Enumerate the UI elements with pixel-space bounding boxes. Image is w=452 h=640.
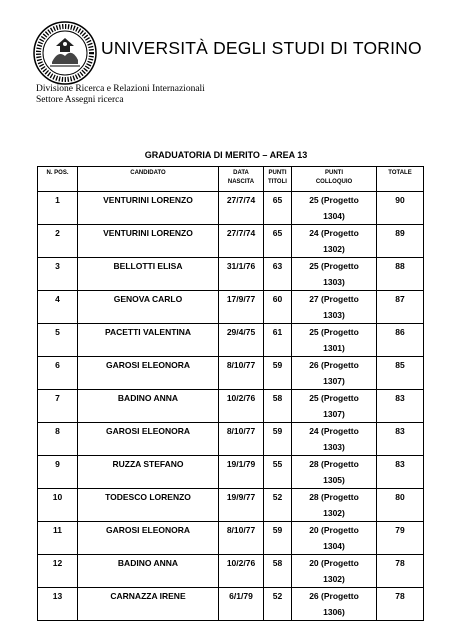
candidate-cell: GAROSI ELEONORA: [78, 522, 219, 555]
pos-cell: 1: [38, 192, 78, 225]
candidate-cell: BADINO ANNA: [78, 390, 219, 423]
candidate-cell: BADINO ANNA: [78, 555, 219, 588]
total-cell: 90: [377, 192, 424, 225]
interview-points-cell: [292, 588, 377, 621]
interview-points-cell: [292, 522, 377, 555]
pos-cell: 13: [38, 588, 78, 621]
candidate-cell: RUZZA STEFANO: [78, 456, 219, 489]
pos-cell: 12: [38, 555, 78, 588]
table-row: [38, 357, 424, 390]
ranking-table: [37, 166, 424, 621]
title-points-cell: 65: [264, 225, 292, 258]
table-row: [38, 423, 424, 456]
birthdate-cell: 10/2/76: [219, 555, 264, 588]
project-code: 1304): [323, 211, 345, 221]
col-header-birthdate: DATA NASCITA: [219, 167, 264, 192]
birthdate-cell: 6/1/79: [219, 588, 264, 621]
total-cell: 79: [377, 522, 424, 555]
col-header-interview-points: PUNTI COLLOQUIO: [292, 167, 377, 192]
table-row: [38, 456, 424, 489]
project-code: 1304): [323, 541, 345, 551]
pos-cell: 9: [38, 456, 78, 489]
birthdate-cell: 27/7/74: [219, 225, 264, 258]
project-code: 1307): [323, 409, 345, 419]
interview-points-cell: [292, 357, 377, 390]
birthdate-cell: 17/9/77: [219, 291, 264, 324]
title-points-cell: 58: [264, 390, 292, 423]
project-code: 1303): [323, 310, 345, 320]
birthdate-cell: 8/10/77: [219, 522, 264, 555]
birthdate-cell: 29/4/75: [219, 324, 264, 357]
table-row: [38, 258, 424, 291]
interview-score: 25 (Progetto: [309, 261, 359, 271]
interview-score: 25 (Progetto: [309, 195, 359, 205]
birthdate-cell: 27/7/74: [219, 192, 264, 225]
col-header-title-points: PUNTI TITOLI: [264, 167, 292, 192]
table-row: [38, 225, 424, 258]
university-name: UNIVERSITÀ DEGLI STUDI DI TORINO: [101, 38, 422, 58]
interview-points-cell: [292, 555, 377, 588]
title-points-cell: 65: [264, 192, 292, 225]
total-cell: 78: [377, 588, 424, 621]
interview-points-cell: [292, 225, 377, 258]
title-points-cell: 52: [264, 489, 292, 522]
total-cell: 88: [377, 258, 424, 291]
office-block: [36, 84, 205, 106]
table-row: [38, 324, 424, 357]
interview-score: 24 (Progetto: [309, 426, 359, 436]
interview-points-cell: [292, 423, 377, 456]
candidate-cell: GENOVA CARLO: [78, 291, 219, 324]
table-row: [38, 390, 424, 423]
table-row: [38, 291, 424, 324]
interview-score: 26 (Progetto: [309, 360, 359, 370]
title-points-cell: 59: [264, 423, 292, 456]
candidate-cell: VENTURINI LORENZO: [78, 192, 219, 225]
candidate-cell: GAROSI ELEONORA: [78, 423, 219, 456]
pos-cell: 5: [38, 324, 78, 357]
total-cell: 80: [377, 489, 424, 522]
project-code: 1302): [323, 244, 345, 254]
candidate-cell: PACETTI VALENTINA: [78, 324, 219, 357]
interview-score: 28 (Progetto: [309, 492, 359, 502]
interview-score: 24 (Progetto: [309, 228, 359, 238]
title-points-cell: 61: [264, 324, 292, 357]
total-cell: 78: [377, 555, 424, 588]
title-points-cell: 55: [264, 456, 292, 489]
birthdate-cell: 19/9/77: [219, 489, 264, 522]
title-points-cell: 59: [264, 522, 292, 555]
interview-score: 27 (Progetto: [309, 294, 359, 304]
ranking-title: GRADUATORIA DI MERITO – AREA 13: [144, 150, 308, 160]
candidate-cell: TODESCO LORENZO: [78, 489, 219, 522]
candidate-cell: CARNAZZA IRENE: [78, 588, 219, 621]
interview-points-cell: [292, 258, 377, 291]
division-name: Divisione Ricerca e Relazioni Internazionali: [36, 84, 205, 94]
candidate-cell: GAROSI ELEONORA: [78, 357, 219, 390]
pos-cell: 7: [38, 390, 78, 423]
sector-name: Settore Assegni ricerca: [36, 95, 124, 105]
project-code: 1307): [323, 376, 345, 386]
project-code: 1305): [323, 475, 345, 485]
birthdate-cell: 8/10/77: [219, 423, 264, 456]
total-cell: 83: [377, 390, 424, 423]
interview-points-cell: [292, 456, 377, 489]
table-row: [38, 489, 424, 522]
project-code: 1303): [323, 277, 345, 287]
title-points-cell: 58: [264, 555, 292, 588]
interview-points-cell: [292, 192, 377, 225]
interview-score: 20 (Progetto: [309, 525, 359, 535]
interview-score: 25 (Progetto: [309, 327, 359, 337]
col-header-candidate: CANDIDATO: [78, 167, 219, 192]
title-points-cell: 63: [264, 258, 292, 291]
birthdate-cell: 10/2/76: [219, 390, 264, 423]
table-row: [38, 522, 424, 555]
interview-points-cell: [292, 291, 377, 324]
pos-cell: 8: [38, 423, 78, 456]
pos-cell: 6: [38, 357, 78, 390]
interview-score: 20 (Progetto: [309, 558, 359, 568]
table-header-row: [38, 167, 424, 192]
birthdate-cell: 19/1/79: [219, 456, 264, 489]
pos-cell: 2: [38, 225, 78, 258]
pos-cell: 4: [38, 291, 78, 324]
title-points-cell: 60: [264, 291, 292, 324]
pos-cell: 11: [38, 522, 78, 555]
interview-score: 28 (Progetto: [309, 459, 359, 469]
table-row: [38, 588, 424, 621]
total-cell: 89: [377, 225, 424, 258]
project-code: 1302): [323, 574, 345, 584]
candidate-cell: BELLOTTI ELISA: [78, 258, 219, 291]
table-row: [38, 555, 424, 588]
total-cell: 86: [377, 324, 424, 357]
birthdate-cell: 31/1/76: [219, 258, 264, 291]
project-code: 1306): [323, 607, 345, 617]
university-seal-logo: [32, 20, 98, 86]
col-header-pos: N. POS.: [38, 167, 78, 192]
total-cell: 85: [377, 357, 424, 390]
interview-score: 26 (Progetto: [309, 591, 359, 601]
interview-points-cell: [292, 390, 377, 423]
title-points-cell: 59: [264, 357, 292, 390]
interview-points-cell: [292, 324, 377, 357]
pos-cell: 10: [38, 489, 78, 522]
table-row: [38, 192, 424, 225]
project-code: 1303): [323, 442, 345, 452]
col-header-total: TOTALE: [377, 167, 424, 192]
pos-cell: 3: [38, 258, 78, 291]
candidate-cell: VENTURINI LORENZO: [78, 225, 219, 258]
total-cell: 83: [377, 456, 424, 489]
total-cell: 87: [377, 291, 424, 324]
title-points-cell: 52: [264, 588, 292, 621]
project-code: 1302): [323, 508, 345, 518]
interview-score: 25 (Progetto: [309, 393, 359, 403]
birthdate-cell: 8/10/77: [219, 357, 264, 390]
interview-points-cell: [292, 489, 377, 522]
total-cell: 83: [377, 423, 424, 456]
project-code: 1301): [323, 343, 345, 353]
